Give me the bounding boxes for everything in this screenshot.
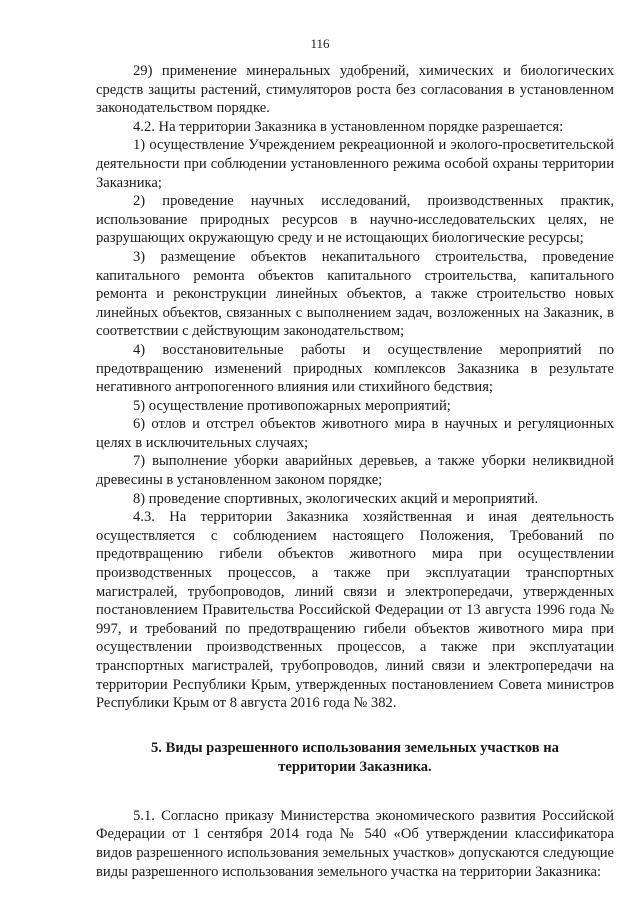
paragraph: 1) осуществление Учреждением рекреационной и эколого-просветительской деятельности при соблюдении установленного режима особой охраны территории Заказника; — [96, 137, 614, 191]
paragraph: 4) восстановительные работы и осуществление мероприятий по предотвращению изменений природных комплексов Заказника в результате негативного антропогенного влияния или стихийного бедствия; — [96, 341, 614, 396]
paragraph: 5) осуществление противопожарных мероприятий; — [133, 397, 451, 414]
paragraph: 3) размещение объектов некапитального строительства, проведение капитального ремонта объектов капитального строительства, капитального ремонта и реконструкции линейных объектов, а также строительство новых линейных объектов, связанных с выполнением задач, возложенных на Заказник, в соответствии с действующим законодательством; — [96, 248, 614, 340]
paragraph: 4.2. На территории Заказника в установленном порядке разрешается: — [133, 118, 564, 135]
page-number: 116 — [310, 36, 330, 51]
paragraph: 5.1. Согласно приказу Министерства экономического развития Российской Федерации от 1 сентября 2014 года № 540 «Об утверждении классификатора видов разрешенного использования земельных участков» допускаются следующие виды разрешенного использования земельного участка на территории Заказника: — [96, 807, 614, 880]
paragraph: 6) отлов и отстрел объектов животного мира в научных и регуляционных целях в исключительных случаях; — [96, 416, 614, 451]
paragraph: 2) проведение научных исследований, производственных практик, использование природных ресурсов в научно-исследовательских целях, не разрушающих окружающую среду и не истощающих биологические ресурсы; — [96, 193, 614, 247]
paragraph: 8) проведение спортивных, экологических акций и мероприятий. — [133, 490, 539, 507]
document-body — [96, 62, 614, 881]
paragraph: 4.3. На территории Заказника хозяйственная и иная деятельность осуществляется с соблюдением настоящего Положения, Требований по предотвращению гибели объектов животного мира при осуществлении производственных процессов, а также при эксплуатации транспортных магистралей, трубопроводов, линий связи и электропередачи, утвержденных постановлением Правительства Российской Федерации от 13 августа 1996 года № 997, и требований по предотвращению гибели объектов животного мира при осуществлении производственных процессов, а также при эксплуатации транспортных магистралей, трубопроводов, линий связи и электропередачи на территории Республики Крым, утвержденных постановлением Совета министров Республики Крым от 8 августа 2016 года № 382. — [96, 509, 614, 712]
paragraph: 7) выполнение уборки аварийных деревьев, а также уборки неликвидной древесины в установленном законом порядке; — [96, 453, 614, 489]
section-heading: 5. Виды разрешенного использования земельных участков на территории Заказника. — [151, 739, 559, 775]
paragraph: 29) применение минеральных удобрений, химических и биологических средств защиты растений, стимуляторов роста без согласования в установленном законодательством порядке. — [96, 63, 614, 117]
